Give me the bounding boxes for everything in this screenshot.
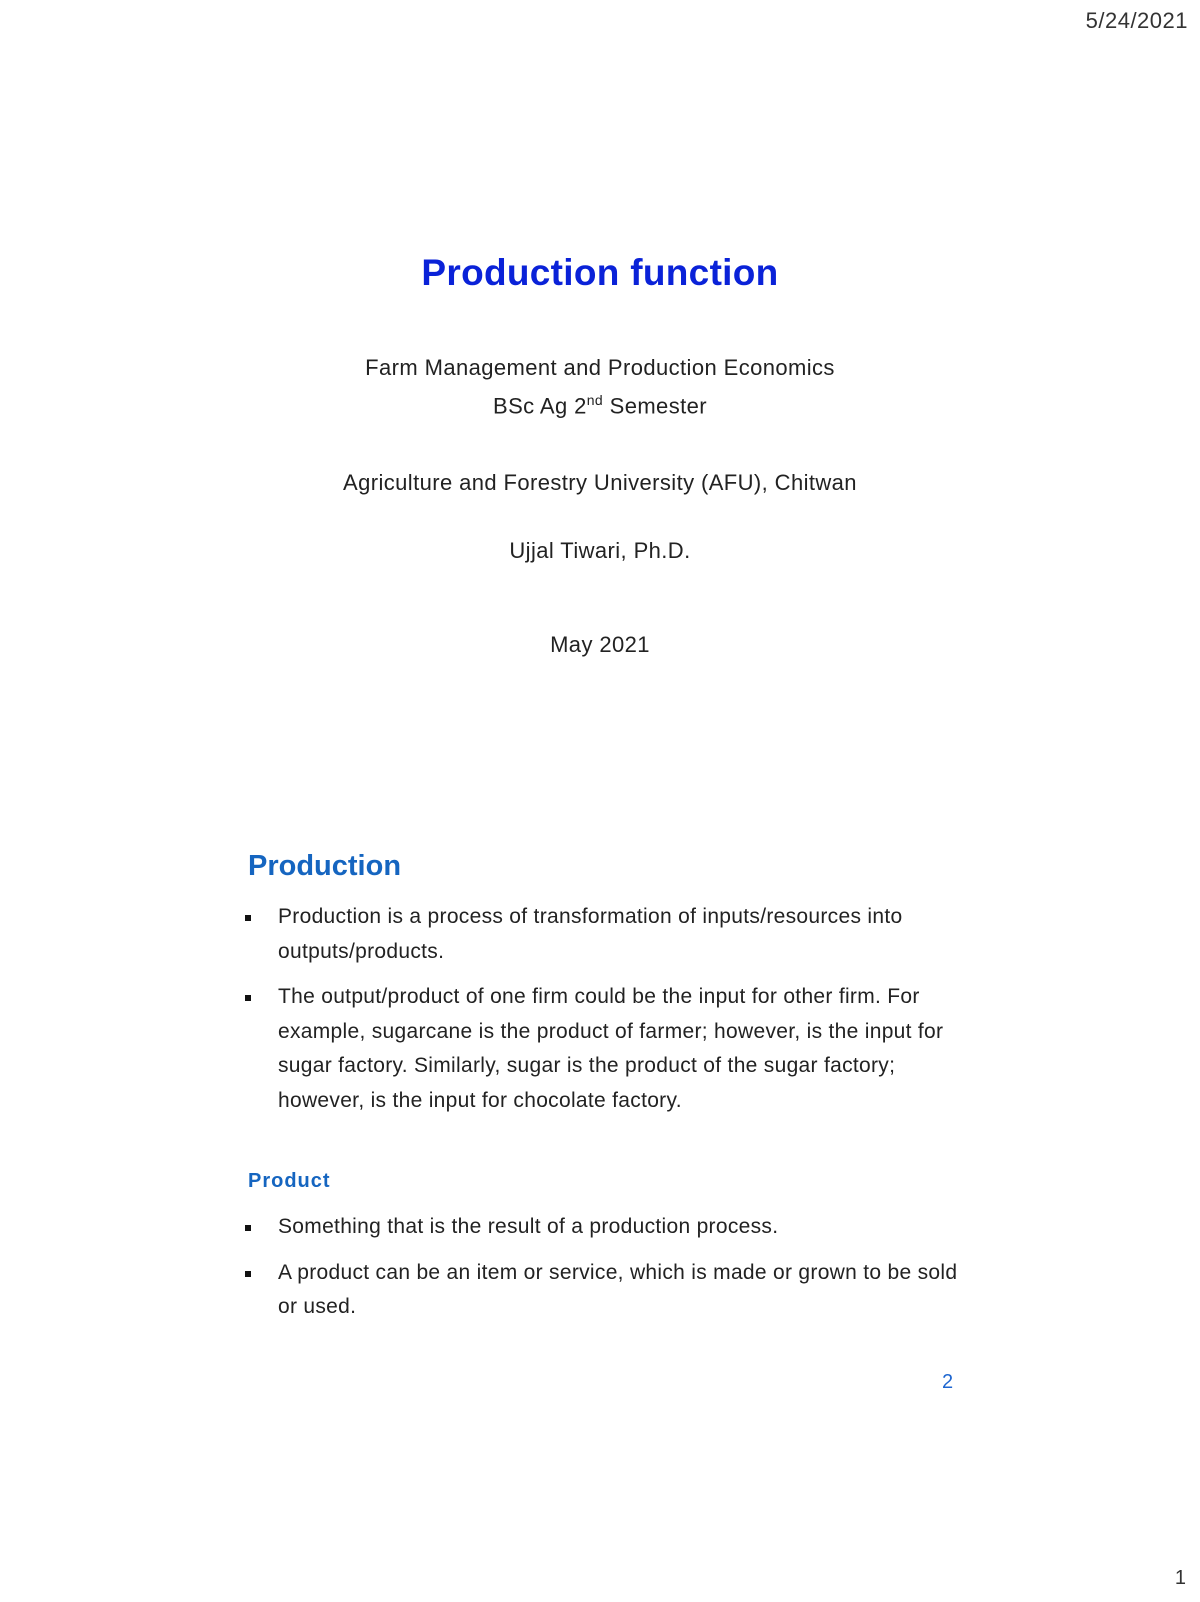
slide-title: Production function <box>421 252 779 293</box>
semester-prefix: BSc Ag 2 <box>493 393 587 419</box>
page-number: 1 <box>1174 1567 1186 1589</box>
semester-suffix: Semester <box>603 393 707 419</box>
university-name: Agriculture and Forestry University (AFU), Chitwan <box>343 470 857 495</box>
list-item <box>245 900 965 969</box>
list-item <box>245 980 965 1118</box>
slide-number: 2 <box>942 1371 954 1393</box>
print-date: 5/24/2021 <box>1085 8 1188 33</box>
sub-heading: Product <box>248 1170 331 1192</box>
presentation-date: May 2021 <box>550 632 650 657</box>
bullet-text: Something that is the result of a production process. <box>278 1215 779 1238</box>
bullet-text: A product can be an item or service, which is made or grown to be sold or used. <box>278 1260 958 1318</box>
section-heading: Production <box>248 850 402 882</box>
semester-ordinal: nd <box>586 392 604 408</box>
bullet-text: Production is a process of transformation of inputs/resources into outputs/products. <box>278 905 903 963</box>
content-slide <box>0 840 1200 1440</box>
bullet-square-icon <box>245 1271 251 1277</box>
bullet-text: The output/product of one firm could be the input for other firm. For example, sugarcane is the product of farmer; however, is the input for sugar factory. Similarly, sugar is the product of the sugar factory; however, is the input for chocolate factory. <box>278 985 944 1112</box>
bullet-square-icon <box>245 915 251 921</box>
list-item <box>245 1210 965 1245</box>
production-bullet-list <box>245 900 965 1129</box>
author-name: Ujjal Tiwari, Ph.D. <box>509 538 691 563</box>
bullet-square-icon <box>245 1225 251 1231</box>
course-name: Farm Management and Production Economics <box>365 355 835 380</box>
semester-line <box>0 392 1200 419</box>
title-slide <box>0 0 1200 780</box>
list-item <box>245 1256 965 1325</box>
product-bullet-list <box>245 1210 965 1336</box>
bullet-square-icon <box>245 995 251 1001</box>
